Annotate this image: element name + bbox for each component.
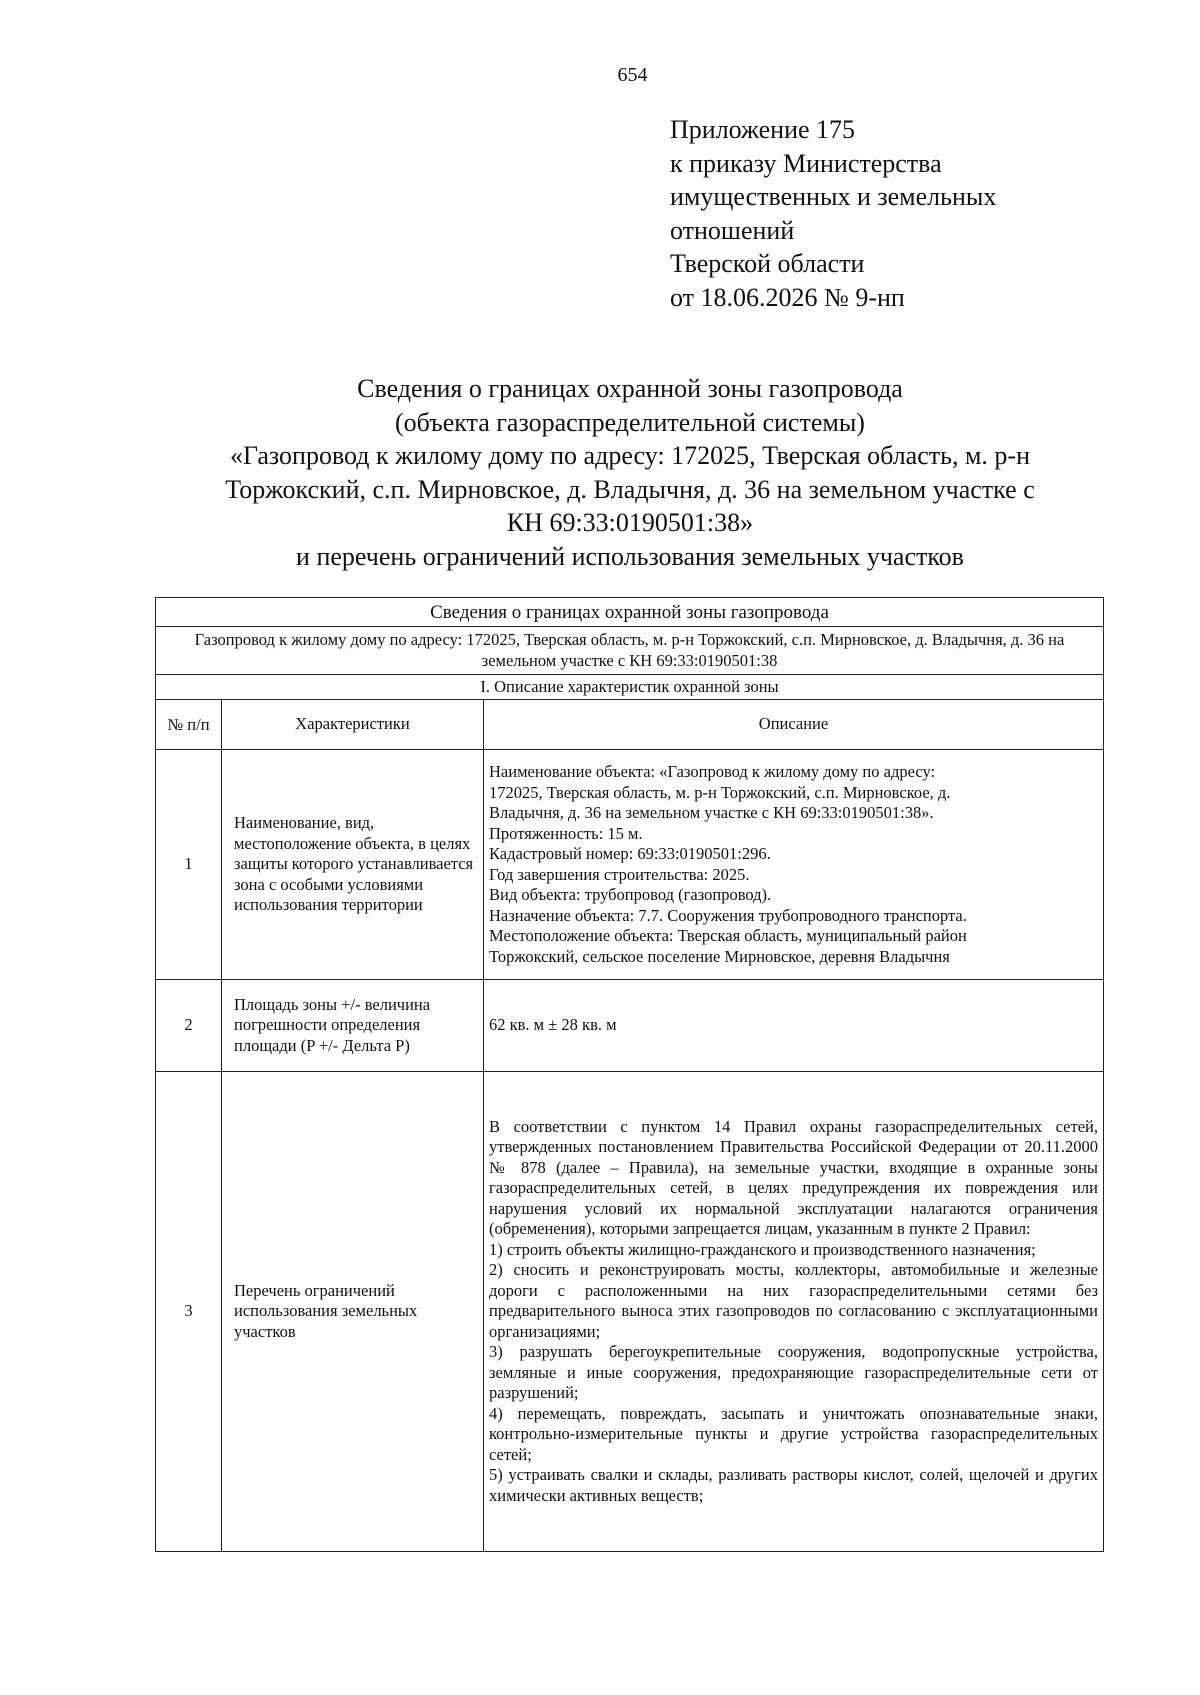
- appendix-line: Тверской области: [670, 249, 865, 278]
- table-object-row: [156, 627, 1104, 675]
- row-description: [484, 1072, 1104, 1552]
- table-columns-row: [156, 700, 1104, 750]
- document-title: [130, 372, 1130, 573]
- description-paragraph: В соответствии с пунктом 14 Правил охраны газораспределительных сетей, утвержденных постановлением Правительства Российской Федерации от 20.11.2000 № 878 (далее – Правила), на земельные участки, входящие в охранные зоны газораспределительных сетей, в целях предупреждения их повреждения или нарушения условий их нормальной эксплуатации налагаются ограничения (обременения), которыми запрещается лицам, указанным в пункте 2 Правил:: [489, 1116, 1098, 1239]
- row-number: 3: [156, 1072, 222, 1552]
- page-number: 654: [617, 64, 648, 86]
- row-characteristic: Площадь зоны +/- величина погрешности определения площади (P +/- Дельта P): [222, 980, 484, 1072]
- row-description: [484, 750, 1104, 980]
- column-header-description: Описание: [484, 700, 1104, 750]
- appendix-line: Приложение 175: [670, 115, 856, 144]
- description-line: 172025, Тверская область, м. р-н Торжокский, с.п. Мирновское, д.: [489, 782, 951, 802]
- title-line: КН 69:33:0190501:38»: [506, 508, 754, 537]
- description-paragraph: 2) сносить и реконструировать мосты, коллекторы, автомобильные и железные дороги с расположенными на них газораспределительными сетями без предварительного выноса этих газопроводов по согласованию с эксплуатационными организациями;: [489, 1260, 1098, 1341]
- table-row: [156, 750, 1104, 980]
- table-header-row: [156, 598, 1104, 627]
- description-paragraph: 4) перемещать, повреждать, засыпать и уничтожать опознавательные знаки, контрольно-измерительные пункты и другие устройства газораспределительных сетей;: [489, 1403, 1098, 1464]
- description-paragraph: 1) строить объекты жилищно-гражданского и производственного назначения;: [489, 1239, 1036, 1259]
- row-description: [484, 980, 1104, 1072]
- description-paragraph: 5) устраивать свалки и склады, разливать растворы кислот, солей, щелочей и других химически активных веществ;: [489, 1465, 1098, 1505]
- appendix-line: к приказу Министерства: [670, 148, 942, 178]
- row-characteristic: Наименование, вид, местоположение объекта, в целях защиты которого устанавливается зона с особыми условиями использования территории: [222, 750, 484, 980]
- appendix-line: имущественных и земельных: [670, 182, 997, 211]
- row-characteristic: Перечень ограничений использования земельных участков: [222, 1072, 484, 1552]
- zone-table: [155, 597, 1104, 1552]
- description-line: Владычня, д. 36 на земельном участке с КН 69:33:0190501:38».: [489, 803, 934, 822]
- description-line: Год завершения строительства: 2025.: [489, 864, 750, 884]
- appendix-line: отношений: [670, 215, 795, 245]
- description-line: Наименование объекта: «Газопровод к жилому дому по адресу:: [489, 762, 936, 781]
- description-line: Протяженность: 15 м.: [489, 823, 643, 843]
- title-line: (объекта газораспределительной системы): [395, 407, 865, 437]
- title-line: Торжокский, с.п. Мирновское, д. Владычня, д. 36 на земельном участке с: [225, 474, 1035, 504]
- table-object-name: Газопровод к жилому дому по адресу: 172025, Тверская область, м. р-н Торжокский, с.п. Мирновское, д. Владычня, д. 36 на земельном участке с КН 69:33:0190501:38: [156, 627, 1104, 675]
- title-line: и перечень ограничений использования земельных участков: [296, 541, 964, 571]
- description-line: Вид объекта: трубопровод (газопровод).: [489, 885, 772, 904]
- description-line: 62 кв. м ± 28 кв. м: [489, 1015, 617, 1035]
- row-number: 2: [156, 980, 222, 1072]
- description-line: Торжокский, сельское поселение Мирновское, деревня Владычня: [489, 946, 950, 966]
- column-header-characteristics: Характеристики: [222, 700, 484, 750]
- table-section-row: [156, 675, 1104, 700]
- row-number: 1: [156, 750, 222, 980]
- appendix-block: [670, 113, 996, 314]
- appendix-line: от 18.06.2026 № 9-нп: [670, 282, 905, 312]
- description-paragraph: 3) разрушать берегоукрепительные сооружения, водопропускные устройства, земляные и иные сооружения, предохраняющие газораспределительные сети от разрушений;: [489, 1342, 1098, 1403]
- table-section-title: I. Описание характеристик охранной зоны: [156, 675, 1104, 700]
- description-line: Кадастровый номер: 69:33:0190501:296.: [489, 844, 771, 863]
- description-line: Назначение объекта: 7.7. Сооружения трубопроводного транспорта.: [489, 905, 967, 925]
- title-line: «Газопровод к жилому дому по адресу: 172025, Тверская область, м. р-н: [229, 441, 1031, 470]
- column-header-num: № п/п: [156, 700, 222, 750]
- table-row: [156, 1072, 1104, 1552]
- title-line: Сведения о границах охранной зоны газопровода: [357, 374, 903, 403]
- description-line: Местоположение объекта: Тверская область, муниципальный район: [489, 926, 967, 945]
- table-main-header: Сведения о границах охранной зоны газопровода: [156, 598, 1104, 627]
- table-row: [156, 980, 1104, 1072]
